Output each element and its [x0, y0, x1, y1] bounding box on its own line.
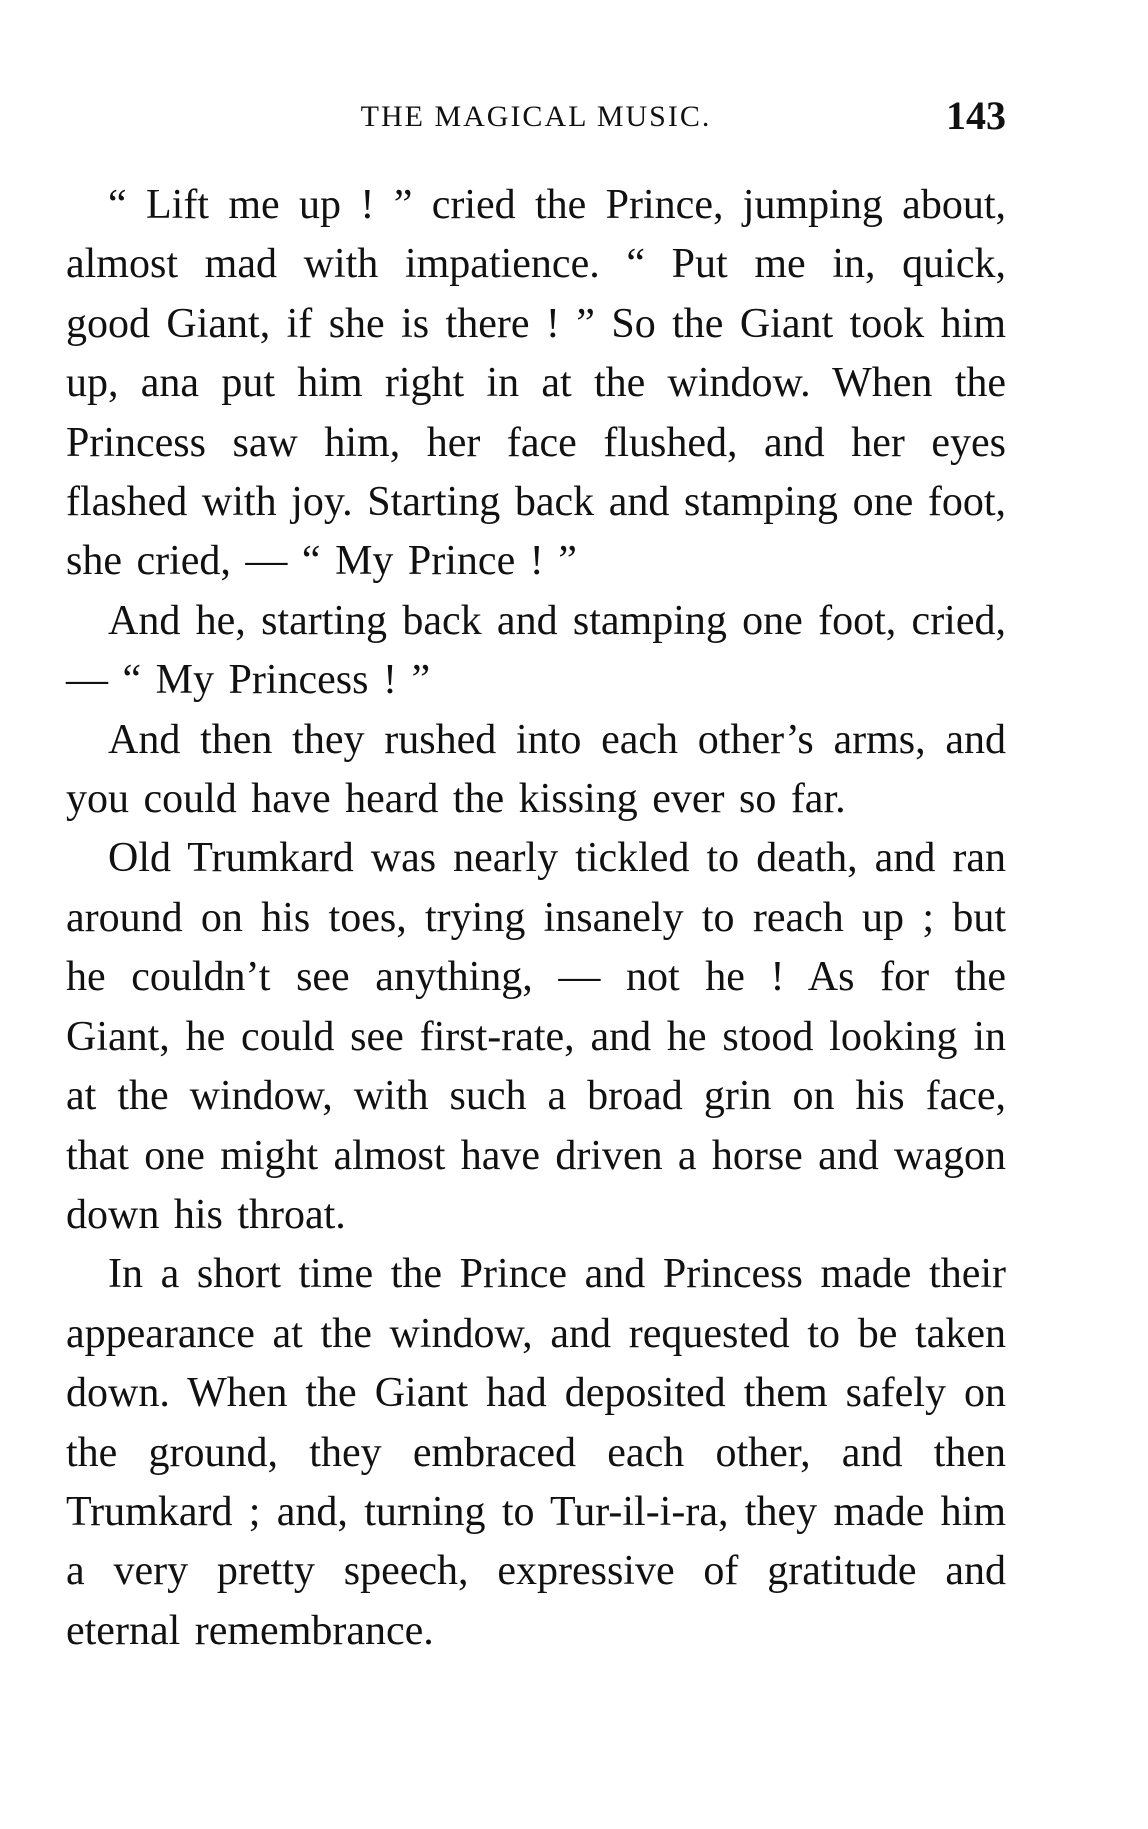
- running-title: THE MAGICAL MUSIC.: [360, 100, 712, 133]
- paragraph-2: And he, starting back and stamping one foot, cried, — “ My Princess ! ”: [66, 597, 1006, 704]
- paragraph-4: Old Trumkard was nearly tickled to death, and ran around on his toes, trying insanely to reach up ; but he couldn’t see anything, — not he ! As for the Giant, he could see first-rate, and he stood looking in at the window, with such a broad grin on his face, that one might almost have driven a horse and wagon down his throat.: [66, 835, 1006, 1238]
- paragraph-1: “ Lift me up ! ” cried the Prince, jumping about, almost mad with impatience. “ Put me in, quick, good Giant, if she is there ! ” So the Giant took him up, ana put him right in at the window. When the Princess saw him, her face flushed, and her eyes flashed with joy. Starting back and stamping one foot, she cried, — “ My Prince ! ”: [66, 182, 1006, 585]
- paragraph-5: In a short time the Prince and Princess made their appearance at the window, and requested to be taken down. When the Giant had deposited them safely on the ground, they embraced each other, and then Trumkard ; and, turning to Tur-il-i-ra, they made him a very pretty speech, expressive of gratitude and eternal remembrance.: [66, 1251, 1006, 1654]
- body-text: [66, 176, 1006, 1661]
- running-head: [66, 92, 1006, 142]
- paragraph-3: And then they rushed into each other’s arms, and you could have heard the kissing ever so far.: [66, 716, 1006, 823]
- page-number: 143: [946, 93, 1006, 138]
